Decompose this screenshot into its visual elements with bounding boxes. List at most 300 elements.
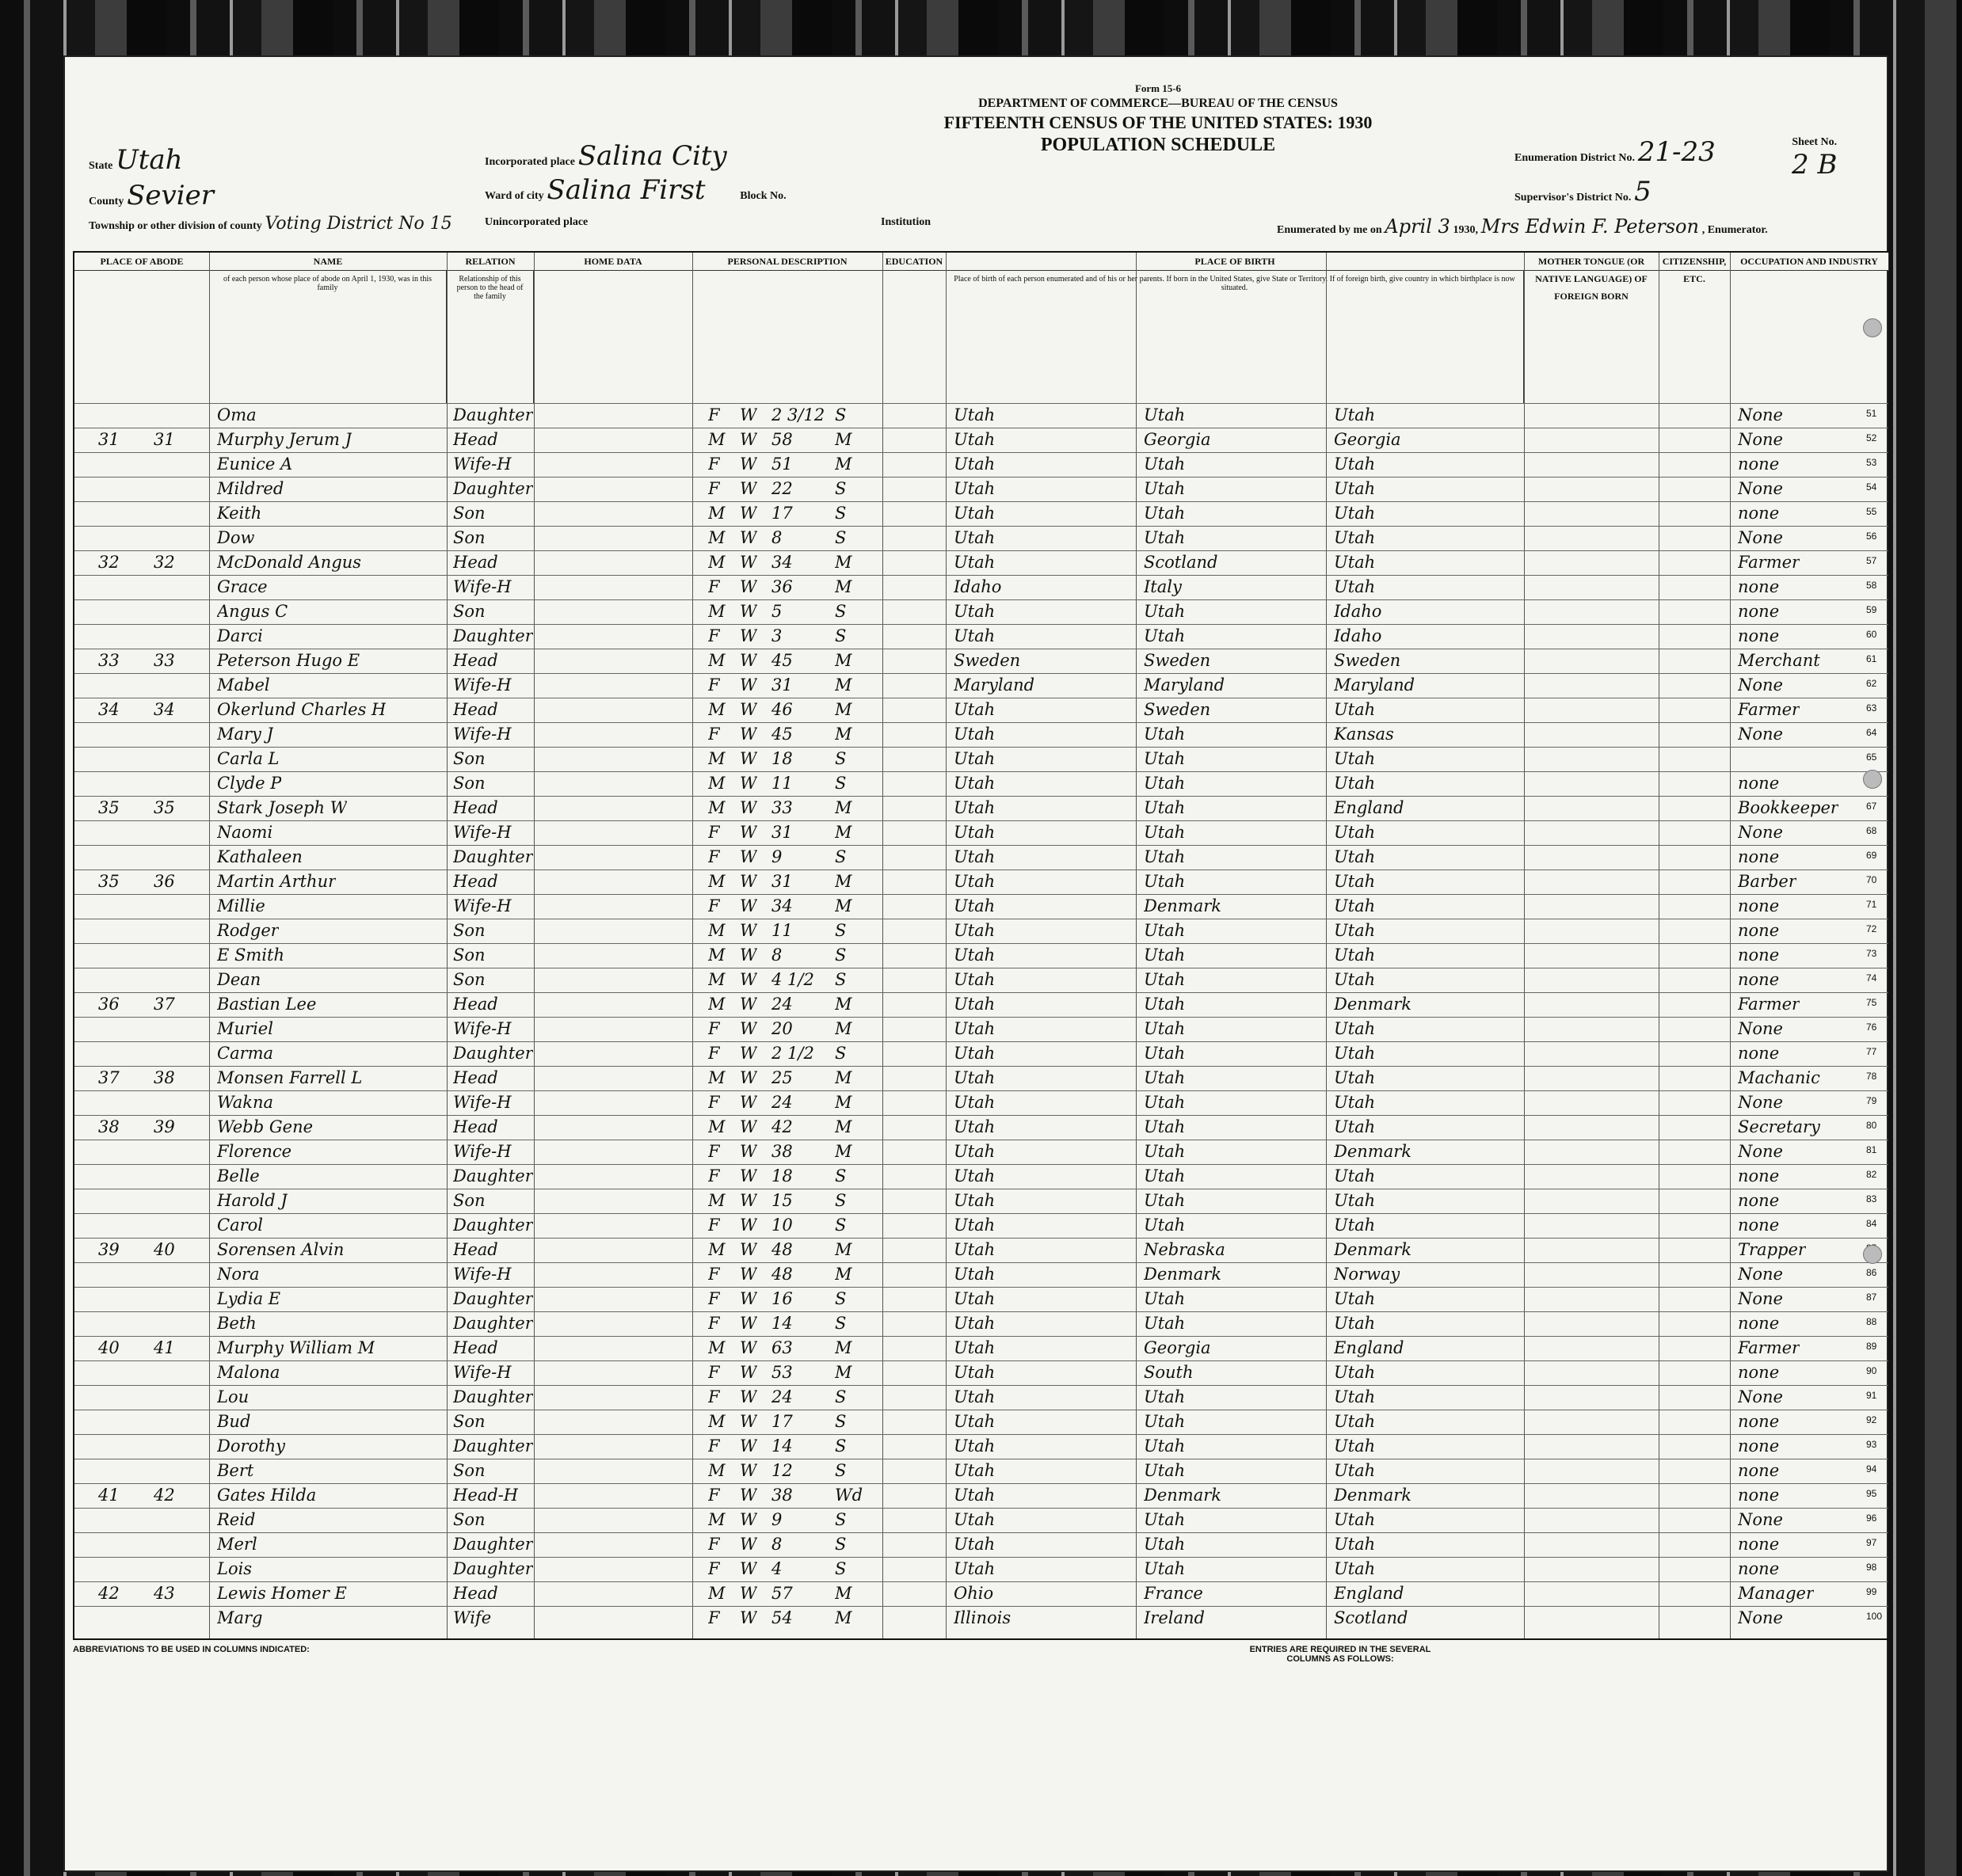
county-value: Sevier — [127, 180, 214, 211]
cell-relation: Son — [453, 946, 486, 965]
cell-sex: M — [708, 970, 726, 989]
cell-race: W — [740, 1486, 757, 1505]
group-place-of-abode: PLACE OF ABODE — [74, 253, 210, 271]
cell-occupation: none — [1738, 1461, 1780, 1480]
line-number: 72 — [1866, 923, 1877, 934]
cell-marital: M — [835, 455, 852, 474]
cell-family: 38 — [154, 1068, 175, 1087]
state-field — [89, 144, 183, 176]
cell-father: Denmark — [1144, 1265, 1221, 1284]
cell-age: 54 — [771, 1608, 793, 1627]
cell-birth: Utah — [954, 1535, 996, 1554]
cell-birth: Utah — [954, 700, 996, 719]
cell-marital: S — [835, 1412, 847, 1431]
cell-sex: M — [708, 504, 726, 523]
line-number: 52 — [1866, 432, 1877, 443]
cell-birth: Illinois — [954, 1608, 1011, 1627]
table-row — [74, 550, 1888, 576]
table-row — [74, 1459, 1888, 1484]
cell-sex: M — [708, 1584, 726, 1603]
cell-race: W — [740, 1338, 757, 1357]
cell-mother: Utah — [1334, 1363, 1376, 1382]
cell-race: W — [740, 1559, 757, 1578]
cell-birth: Maryland — [954, 675, 1035, 694]
cell-marital: M — [835, 1363, 852, 1382]
group-home-data: HOME DATA — [534, 253, 693, 271]
line-number: 82 — [1866, 1169, 1877, 1180]
table-row — [74, 943, 1888, 968]
cell-name: Martin Arthur — [217, 872, 337, 891]
cell-birth: Utah — [954, 1191, 996, 1210]
cell-father: Ireland — [1144, 1608, 1205, 1627]
cell-marital: S — [835, 528, 847, 547]
ward-field — [485, 174, 787, 206]
cell-father: South — [1144, 1363, 1194, 1382]
cell-mother: Utah — [1334, 577, 1376, 596]
table-row — [74, 1311, 1888, 1337]
cell-name: Gates Hilda — [217, 1486, 317, 1505]
line-number: 99 — [1866, 1586, 1877, 1597]
line-number: 53 — [1866, 457, 1877, 468]
cell-occupation: None — [1738, 1510, 1783, 1529]
cell-father: Maryland — [1144, 675, 1225, 694]
header-name-col: of each person whose place of abode on April 1, 1930, was in this family — [209, 270, 447, 403]
cell-marital: S — [835, 1436, 847, 1456]
cell-name: Millie — [217, 896, 265, 915]
cell-mother: Georgia — [1334, 430, 1401, 449]
cell-age: 63 — [771, 1338, 793, 1357]
cell-age: 15 — [771, 1191, 793, 1210]
cell-sex: M — [708, 921, 726, 940]
cell-father: Denmark — [1144, 896, 1221, 915]
line-number: 84 — [1866, 1218, 1877, 1229]
cell-marital: M — [835, 1068, 852, 1087]
cell-relation: Head — [453, 651, 498, 670]
cell-sex: M — [708, 602, 726, 621]
cell-occupation: Machanic — [1738, 1068, 1820, 1087]
cell-mother: Utah — [1334, 455, 1376, 474]
cell-mother: Utah — [1334, 774, 1376, 793]
cell-name: Muriel — [217, 1019, 273, 1038]
cell-relation: Wife-H — [453, 1265, 512, 1284]
cell-race: W — [740, 455, 757, 474]
cell-occupation: none — [1738, 774, 1780, 793]
line-number: 91 — [1866, 1390, 1877, 1401]
cell-mother: Utah — [1334, 823, 1376, 842]
cell-occupation: none — [1738, 970, 1780, 989]
cell-mother: Utah — [1334, 1044, 1376, 1063]
cell-race: W — [740, 1216, 757, 1235]
cell-occupation: none — [1738, 1412, 1780, 1431]
cell-name: Dorothy — [217, 1436, 285, 1456]
line-number: 90 — [1866, 1365, 1877, 1376]
cell-dwelling: 38 — [98, 1117, 120, 1136]
cell-mother: Utah — [1334, 872, 1376, 891]
cell-race: W — [740, 970, 757, 989]
county-label: County — [89, 196, 124, 207]
cell-name: Clyde P — [217, 774, 282, 793]
cell-dwelling: 36 — [98, 995, 120, 1014]
cell-sex: M — [708, 700, 726, 719]
footer-notes — [73, 1645, 1887, 1732]
cell-relation: Daughter — [453, 1166, 533, 1185]
cell-mother: Sweden — [1334, 651, 1401, 670]
cell-marital: M — [835, 823, 852, 842]
cell-race: W — [740, 1535, 757, 1554]
line-number: 74 — [1866, 972, 1877, 984]
unincorporated-label: Unincorporated place — [485, 216, 589, 228]
cell-name: Lou — [217, 1387, 250, 1406]
cell-dwelling: 39 — [98, 1240, 120, 1259]
cell-sex: F — [708, 725, 720, 744]
cell-father: Utah — [1144, 504, 1186, 523]
cell-birth: Utah — [954, 774, 996, 793]
cell-birth: Utah — [954, 1068, 996, 1087]
cell-age: 58 — [771, 430, 793, 449]
cell-age: 45 — [771, 651, 793, 670]
cell-age: 18 — [771, 749, 793, 768]
cell-mother: Scotland — [1334, 1608, 1408, 1627]
table-row — [74, 1385, 1888, 1410]
abbreviations-note: ABBREVIATIONS TO BE USED IN COLUMNS INDICATED: — [73, 1645, 310, 1654]
cell-father: Utah — [1144, 774, 1186, 793]
cell-name: Carol — [217, 1216, 263, 1235]
line-number: 58 — [1866, 580, 1877, 591]
line-number: 88 — [1866, 1316, 1877, 1327]
cell-marital: M — [835, 430, 852, 449]
cell-age: 18 — [771, 1166, 793, 1185]
cell-occupation: None — [1738, 430, 1783, 449]
cell-mother: Utah — [1334, 970, 1376, 989]
cell-race: W — [740, 504, 757, 523]
cell-sex: F — [708, 1019, 720, 1038]
cell-age: 16 — [771, 1289, 793, 1308]
cell-marital: M — [835, 725, 852, 744]
cell-dwelling: 35 — [98, 798, 120, 817]
cell-father: Utah — [1144, 1068, 1186, 1087]
group-name: NAME — [209, 253, 448, 271]
table-row — [74, 845, 1888, 870]
cell-occupation: none — [1738, 847, 1780, 866]
cell-father: Utah — [1144, 1387, 1186, 1406]
enumerator-name: Mrs Edwin F. Peterson — [1480, 215, 1699, 238]
line-number: 51 — [1866, 408, 1877, 419]
cell-relation: Daughter — [453, 1387, 533, 1406]
cell-relation: Wife — [453, 1608, 492, 1627]
cell-birth: Utah — [954, 1240, 996, 1259]
cell-relation: Head — [453, 1240, 498, 1259]
institution-label: Institution — [881, 216, 931, 228]
cell-age: 38 — [771, 1486, 793, 1505]
cell-father: Italy — [1144, 577, 1182, 596]
cell-sex: F — [708, 1093, 720, 1112]
group-education: EDUCATION — [882, 253, 947, 271]
line-number: 63 — [1866, 702, 1877, 713]
cell-race: W — [740, 1191, 757, 1210]
cell-dwelling: 35 — [98, 872, 120, 891]
cell-sex: M — [708, 872, 726, 891]
cell-marital: M — [835, 1265, 852, 1284]
cell-marital: S — [835, 1191, 847, 1210]
cell-father: Utah — [1144, 1461, 1186, 1480]
cell-age: 5 — [771, 602, 783, 621]
sheet-number-field — [1792, 136, 1837, 181]
township-label: Township or other division of county — [89, 220, 262, 232]
cell-father: Georgia — [1144, 1338, 1211, 1357]
cell-age: 24 — [771, 1093, 793, 1112]
cell-relation: Wife-H — [453, 455, 512, 474]
state-value: Utah — [116, 144, 183, 176]
cell-mother: Kansas — [1334, 725, 1394, 744]
line-number: 89 — [1866, 1341, 1877, 1352]
cell-mother: Utah — [1334, 1289, 1376, 1308]
cell-father: Utah — [1144, 946, 1186, 965]
table-row — [74, 1336, 1888, 1361]
cell-name: Keith — [217, 504, 262, 523]
cell-sex: M — [708, 774, 726, 793]
cell-birth: Utah — [954, 1117, 996, 1136]
cell-name: Monsen Farrell L — [217, 1068, 363, 1087]
cell-marital: M — [835, 1338, 852, 1357]
cell-occupation: Bookkeeper — [1738, 798, 1838, 817]
incorporated-place-label: Incorporated place — [485, 156, 575, 168]
cell-age: 10 — [771, 1216, 793, 1235]
line-number: 56 — [1866, 531, 1877, 542]
cell-mother: Utah — [1334, 1093, 1376, 1112]
cell-age: 2 1/2 — [771, 1044, 814, 1063]
table-row — [74, 968, 1888, 993]
cell-occupation: none — [1738, 1363, 1780, 1382]
cell-relation: Daughter — [453, 1314, 533, 1333]
cell-age: 24 — [771, 995, 793, 1014]
cell-birth: Utah — [954, 405, 996, 424]
cell-occupation: None — [1738, 675, 1783, 694]
cell-marital: M — [835, 1608, 852, 1627]
cell-father: Utah — [1144, 1314, 1186, 1333]
cell-marital: S — [835, 1461, 847, 1480]
table-row — [74, 477, 1888, 502]
cell-sex: F — [708, 1166, 720, 1185]
cell-occupation: Secretary — [1738, 1117, 1820, 1136]
cell-race: W — [740, 1265, 757, 1284]
line-number: 95 — [1866, 1488, 1877, 1499]
cell-sex: F — [708, 1608, 720, 1627]
cell-marital: S — [835, 946, 847, 965]
cell-father: Utah — [1144, 1559, 1186, 1578]
line-number: 73 — [1866, 948, 1877, 959]
entries-note: ENTRIES ARE REQUIRED IN THE SEVERAL COLUMNS AS FOLLOWS: — [1249, 1645, 1431, 1664]
ward-value: Salina First — [547, 174, 706, 206]
cell-dwelling: 34 — [98, 700, 120, 719]
cell-father: Utah — [1144, 1510, 1186, 1529]
cell-age: 25 — [771, 1068, 793, 1087]
cell-age: 57 — [771, 1584, 793, 1603]
cell-occupation: None — [1738, 1093, 1783, 1112]
cell-sex: F — [708, 1044, 720, 1063]
cell-mother: Norway — [1334, 1265, 1400, 1284]
cell-occupation: none — [1738, 946, 1780, 965]
cell-birth: Utah — [954, 1338, 996, 1357]
cell-relation: Son — [453, 528, 486, 547]
line-number: 81 — [1866, 1144, 1877, 1155]
cell-race: W — [740, 847, 757, 866]
enumerated-by-field — [1277, 215, 1768, 238]
cell-age: 9 — [771, 847, 783, 866]
cell-birth: Utah — [954, 946, 996, 965]
line-number: 86 — [1866, 1267, 1877, 1278]
cell-sex: M — [708, 430, 726, 449]
cell-birth: Utah — [954, 970, 996, 989]
cell-relation: Daughter — [453, 405, 533, 424]
cell-mother: Utah — [1334, 896, 1376, 915]
cell-father: Utah — [1144, 1142, 1186, 1161]
cell-sex: M — [708, 995, 726, 1014]
cell-sex: M — [708, 946, 726, 965]
cell-marital: S — [835, 504, 847, 523]
supervisor-district-field — [1514, 176, 1652, 207]
cell-mother: Utah — [1334, 1387, 1376, 1406]
table-row — [74, 771, 1888, 797]
state-label: State — [89, 160, 113, 172]
cell-name: Lydia E — [217, 1289, 281, 1308]
cell-mother: England — [1334, 1584, 1404, 1603]
cell-relation: Wife-H — [453, 1363, 512, 1382]
cell-relation: Wife-H — [453, 725, 512, 744]
cell-birth: Utah — [954, 626, 996, 645]
cell-race: W — [740, 1117, 757, 1136]
table-row — [74, 1360, 1888, 1386]
cell-race: W — [740, 602, 757, 621]
line-number: 60 — [1866, 629, 1877, 640]
cell-name: Mary J — [217, 725, 274, 744]
table-row — [74, 428, 1888, 453]
group-occupation: OCCUPATION AND INDUSTRY — [1730, 253, 1889, 271]
cell-father: Utah — [1144, 405, 1186, 424]
cell-name: Eunice A — [217, 455, 293, 474]
cell-race: W — [740, 1412, 757, 1431]
cell-birth: Utah — [954, 1265, 996, 1284]
line-number: 75 — [1866, 997, 1877, 1008]
cell-race: W — [740, 921, 757, 940]
cell-race: W — [740, 553, 757, 572]
cell-race: W — [740, 749, 757, 768]
table-row — [74, 649, 1888, 674]
cell-mother: Idaho — [1334, 602, 1382, 621]
cell-family: 42 — [154, 1486, 175, 1505]
cell-marital: M — [835, 700, 852, 719]
cell-mother: Utah — [1334, 946, 1376, 965]
cell-birth: Utah — [954, 1044, 996, 1063]
cell-age: 17 — [771, 504, 793, 523]
table-row — [74, 1606, 1888, 1631]
table-row — [74, 992, 1888, 1018]
table-row — [74, 1508, 1888, 1533]
cell-occupation: none — [1738, 626, 1780, 645]
cell-race: W — [740, 798, 757, 817]
cell-age: 34 — [771, 553, 793, 572]
line-number: 78 — [1866, 1071, 1877, 1082]
cell-relation: Wife-H — [453, 577, 512, 596]
table-row — [74, 403, 1888, 428]
group-place-of-birth: PLACE OF BIRTH — [946, 253, 1525, 271]
table-row — [74, 624, 1888, 649]
cell-marital: S — [835, 921, 847, 940]
cell-occupation: None — [1738, 1387, 1783, 1406]
cell-name: Angus C — [217, 602, 288, 621]
cell-name: Florence — [217, 1142, 292, 1161]
cell-occupation: none — [1738, 1191, 1780, 1210]
cell-name: Murphy Jerum J — [217, 430, 352, 449]
table-row — [74, 1017, 1888, 1042]
cell-race: W — [740, 1608, 757, 1627]
cell-relation: Wife-H — [453, 1093, 512, 1112]
cell-mother: Idaho — [1334, 626, 1382, 645]
cell-occupation: none — [1738, 1216, 1780, 1235]
punch-hole — [1863, 1245, 1882, 1264]
table-row — [74, 894, 1888, 919]
cell-race: W — [740, 872, 757, 891]
cell-birth: Utah — [954, 1166, 996, 1185]
table-row — [74, 1213, 1888, 1239]
cell-age: 8 — [771, 528, 783, 547]
cell-marital: S — [835, 1289, 847, 1308]
line-number: 97 — [1866, 1537, 1877, 1548]
cell-sex: F — [708, 1436, 720, 1456]
cell-birth: Utah — [954, 602, 996, 621]
cell-birth: Utah — [954, 798, 996, 817]
cell-race: W — [740, 1166, 757, 1185]
table-row — [74, 919, 1888, 944]
cell-age: 20 — [771, 1019, 793, 1038]
line-number: 70 — [1866, 874, 1877, 885]
cell-birth: Utah — [954, 725, 996, 744]
cell-relation: Son — [453, 921, 486, 940]
cell-mother: Utah — [1334, 1019, 1376, 1038]
cell-relation: Head — [453, 700, 498, 719]
cell-sex: M — [708, 528, 726, 547]
cell-birth: Utah — [954, 847, 996, 866]
cell-name: Kathaleen — [217, 847, 303, 866]
cell-marital: M — [835, 1093, 852, 1112]
cell-name: Bud — [217, 1412, 251, 1431]
cell-marital: S — [835, 970, 847, 989]
cell-name: Belle — [217, 1166, 260, 1185]
enumeration-year: 1930, — [1453, 224, 1479, 236]
cell-father: Utah — [1144, 1117, 1186, 1136]
cell-relation: Daughter — [453, 1535, 533, 1554]
enumeration-district-value: 21-23 — [1637, 136, 1716, 168]
cell-age: 24 — [771, 1387, 793, 1406]
ward-label: Ward of city — [485, 190, 544, 202]
cell-relation: Daughter — [453, 1436, 533, 1456]
line-number: 87 — [1866, 1292, 1877, 1303]
cell-occupation: none — [1738, 1535, 1780, 1554]
cell-relation: Head — [453, 1117, 498, 1136]
cell-sex: M — [708, 1068, 726, 1087]
cell-relation: Son — [453, 774, 486, 793]
line-number: 67 — [1866, 801, 1877, 812]
cell-father: Utah — [1144, 798, 1186, 817]
cell-sex: M — [708, 1240, 726, 1259]
cell-marital: S — [835, 749, 847, 768]
cell-sex: F — [708, 479, 720, 498]
sheet-number-value: 2 B — [1792, 149, 1838, 181]
cell-name: E Smith — [217, 946, 284, 965]
cell-marital: S — [835, 602, 847, 621]
cell-family: 36 — [154, 872, 175, 891]
cell-father: France — [1144, 1584, 1203, 1603]
cell-relation: Son — [453, 970, 486, 989]
